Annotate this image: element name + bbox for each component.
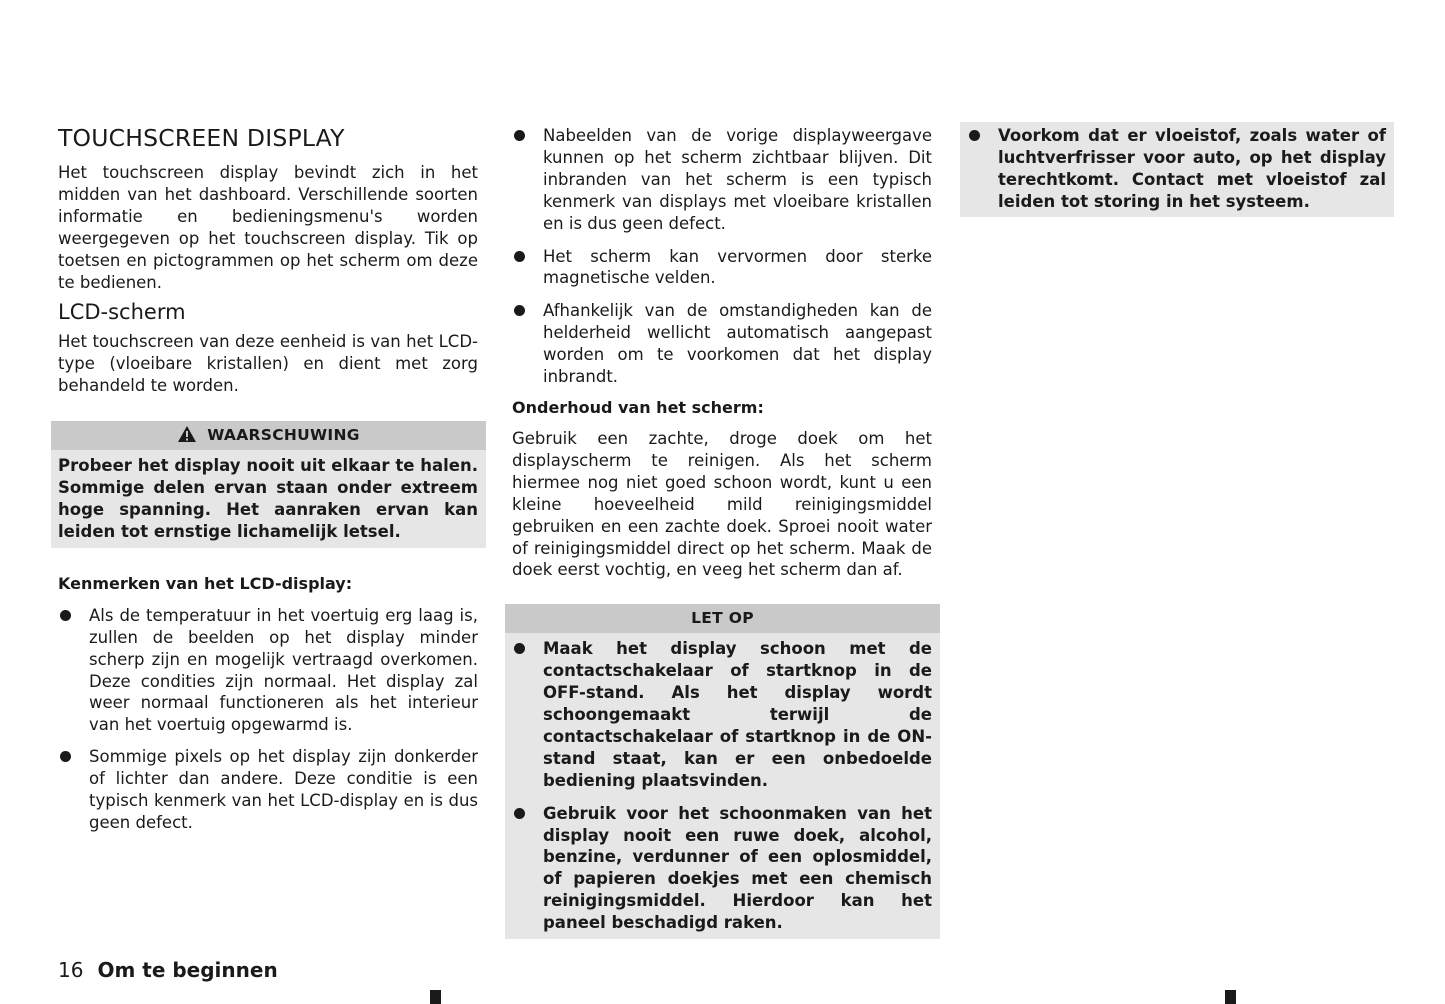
- maintenance-heading: Onderhoud van het scherm:: [512, 397, 764, 417]
- intro-paragraph: Het touchscreen display bevindt zich in het midden van het dashboard. Verschillende soorten informatie en bedieningsmenu's worden weergegeven op het touchscreen display. Tik op toetsen en pictogrammen op het scherm om deze te bedienen.: [58, 163, 478, 292]
- section-title: Om te beginnen: [97, 958, 278, 982]
- list-item: Maak het display schoon met de contactschakelaar of startknop in de OFF-stand. Als het display wordt schoongemaakt terwijl de contactschakelaar of startknop in de ON-stand staat, kan er een onbedoelde bediening plaatsvinden.: [512, 638, 932, 791]
- column-left: [51, 122, 486, 834]
- lcd-paragraph: Het touchscreen van deze eenheid is van het LCD-type (vloeibare kristallen) en dient met zorg behandeld te worden.: [58, 332, 478, 396]
- warning-box: [51, 421, 486, 548]
- bullet-icon: [60, 751, 71, 762]
- list-item: Voorkom dat er vloeistof, zoals water of luchtverfrisser voor auto, op het display terechtkomt. Contact met vloeistof zal leiden tot storing in het systeem.: [967, 125, 1386, 213]
- crop-mark-right: [1225, 990, 1236, 1004]
- bullet-icon: [514, 305, 525, 316]
- list-item: Afhankelijk van de omstandigheden kan de helderheid wellicht automatisch aangepast worden om te voorkomen dat het display inbrandt.: [512, 300, 932, 388]
- list-item: Het scherm kan vervormen door sterke magnetische velden.: [512, 246, 932, 290]
- bullet-icon: [514, 251, 525, 262]
- section-heading: TOUCHSCREEN DISPLAY: [58, 124, 345, 152]
- list-item: Gebruik voor het schoonmaken van het display nooit een ruwe doek, alcohol, benzine, verdunner of een oplosmiddel, of papieren doekjes met een chemisch reinigingsmiddel. Hierdoor kan het paneel beschadigd raken.: [512, 803, 932, 934]
- page-number: 16: [58, 958, 84, 982]
- bullet-icon: [60, 610, 71, 621]
- maintenance-paragraph: Gebruik een zachte, droge doek om het displayscherm te reinigen. Als het scherm hiermee nog niet goed schoon wordt, kunt u een kleine hoeveelheid mild reinigingsmiddel gebruiken en een zachte doek. Sproei nooit water of reinigingsmiddel direct op het scherm. Maak de doek eerst vochtig, en veeg het scherm dan af.: [512, 428, 932, 580]
- bullet-icon: [969, 130, 980, 141]
- caution-header: [505, 604, 940, 633]
- warning-title: WAARSCHUWING: [207, 426, 360, 445]
- warning-header: [51, 421, 486, 450]
- page-footer: [58, 956, 278, 984]
- list-item: Sommige pixels op het display zijn donkerder of lichter dan andere. Deze conditie is een typisch kenmerk van het LCD-display en is dus geen defect.: [58, 746, 478, 834]
- bullet-icon: [514, 130, 525, 141]
- column-middle: [505, 122, 940, 939]
- column-right: [960, 122, 1394, 217]
- list-item: Als de temperatuur in het voertuig erg laag is, zullen de beelden op het display minder scherp zijn en mogelijk vertraagd overkomen. Deze condities zijn normaal. Het display zal weer normaal functioneren als het interieur van het voertuig opgewarmd is.: [58, 605, 478, 736]
- list-item: Nabeelden van de vorige displayweergave kunnen op het scherm zichtbaar blijven. Dit inbranden van het scherm is een typisch kenmerk van displays met vloeibare kristallen en is dus geen defect.: [512, 125, 932, 235]
- bullet-icon: [514, 808, 525, 819]
- bullet-icon: [514, 643, 525, 654]
- features-heading: Kenmerken van het LCD-display:: [58, 573, 353, 593]
- warning-text: Probeer het display nooit uit elkaar te halen. Sommige delen ervan staan onder extreem hoge spanning. Het aanraken ervan kan leiden tot ernstige lichamelijk letsel.: [58, 456, 478, 541]
- subheading-lcd: LCD-scherm: [58, 300, 186, 325]
- caution-box-continued: [960, 122, 1394, 217]
- warning-triangle-icon: [177, 425, 197, 443]
- caution-box: [505, 604, 940, 939]
- caution-title: LET OP: [691, 609, 754, 628]
- crop-mark-left: [430, 990, 441, 1004]
